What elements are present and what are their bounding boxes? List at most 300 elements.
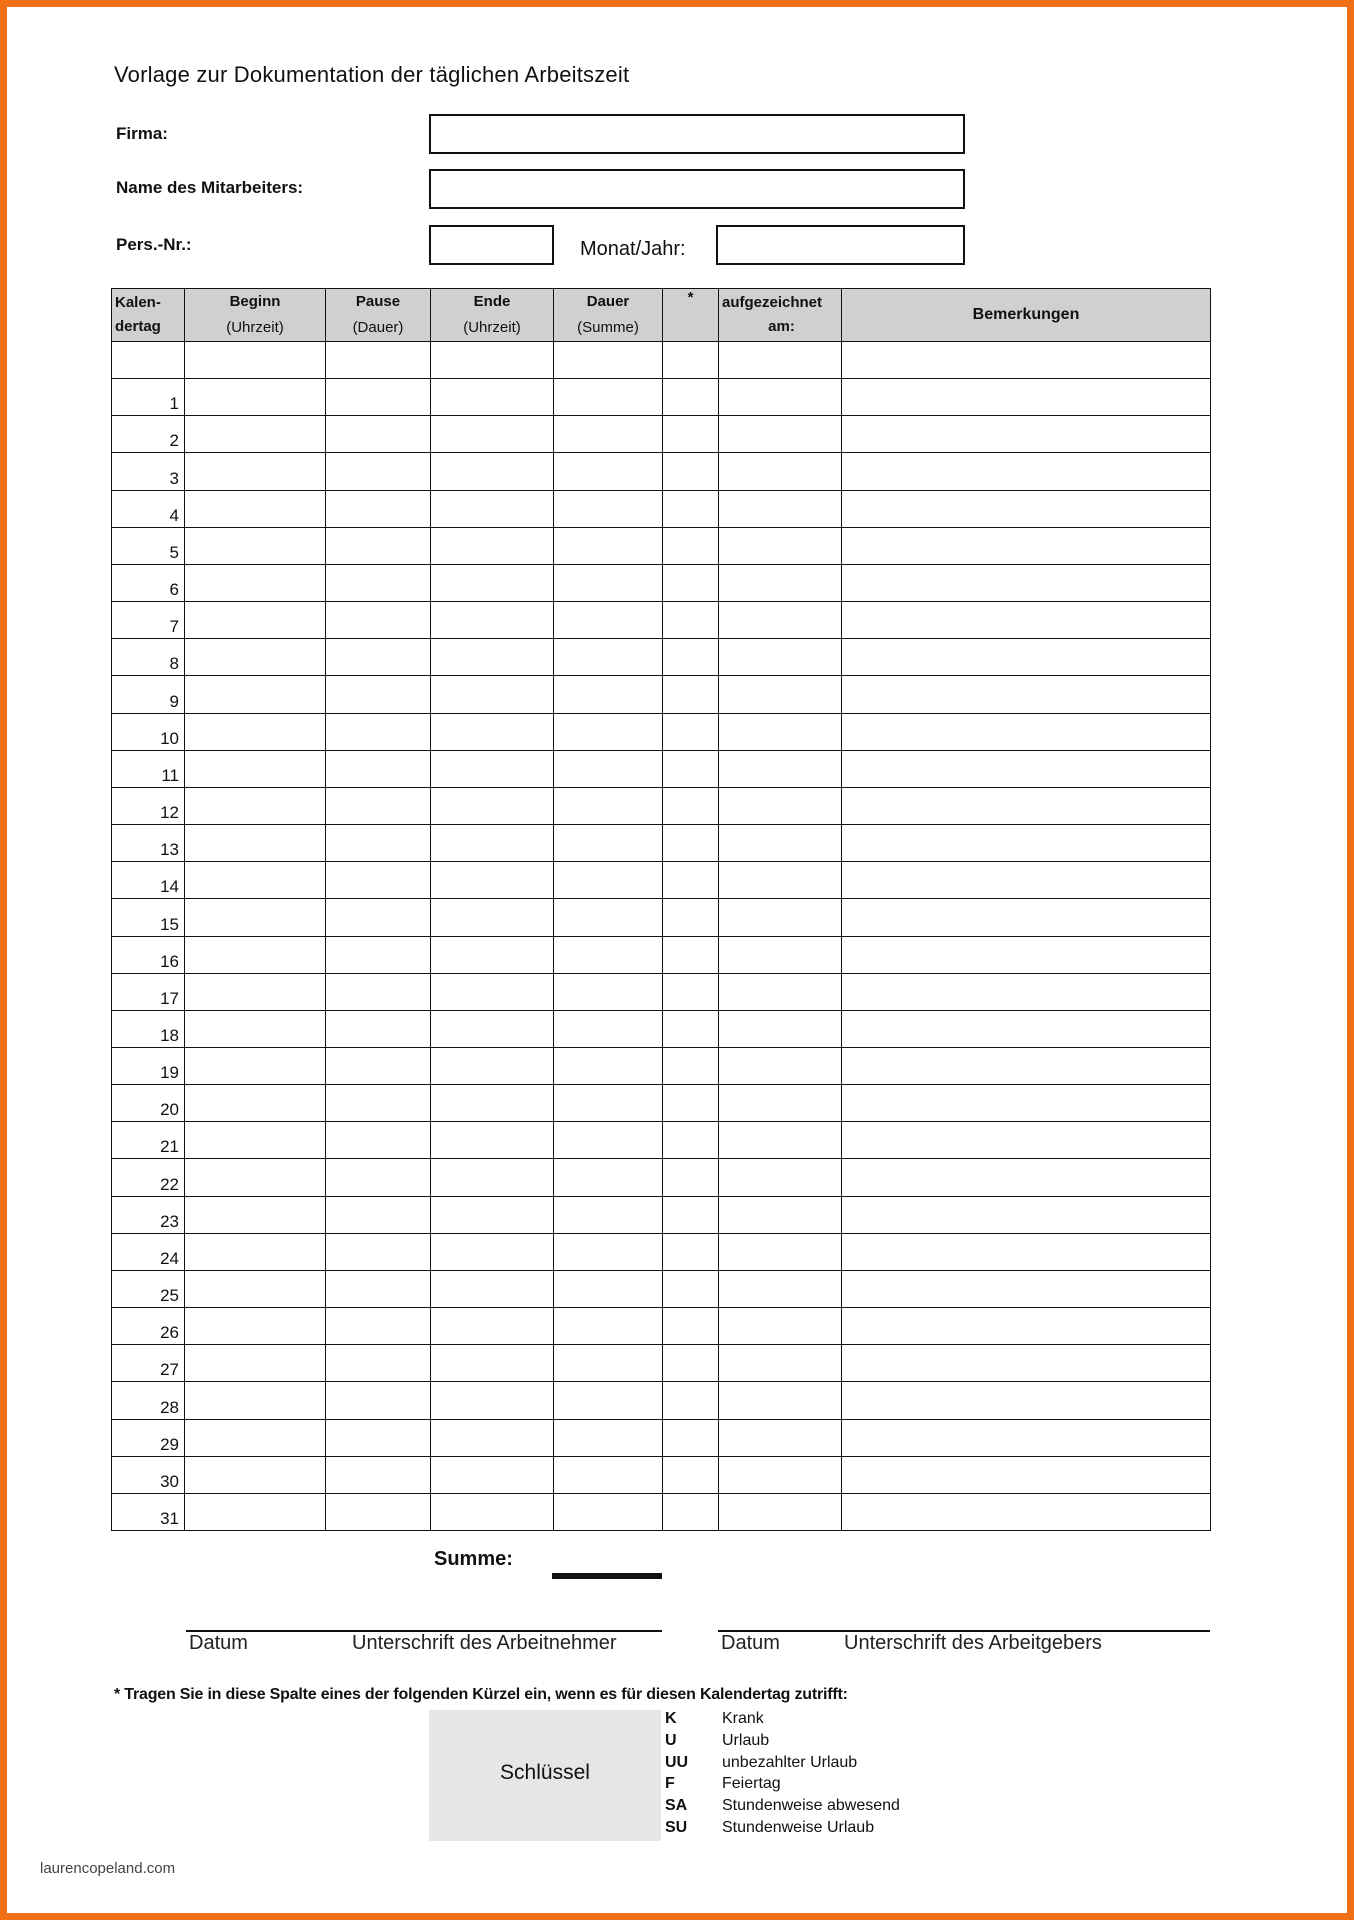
entry-cell[interactable] bbox=[185, 416, 326, 453]
day-cell: 2 bbox=[112, 416, 185, 453]
entry-cell[interactable] bbox=[326, 379, 431, 416]
entry-cell[interactable] bbox=[326, 416, 431, 453]
entry-cell[interactable] bbox=[719, 676, 842, 713]
entry-cell[interactable] bbox=[185, 899, 326, 936]
entry-cell[interactable] bbox=[663, 564, 719, 601]
entry-cell[interactable] bbox=[326, 1047, 431, 1084]
entry-cell[interactable] bbox=[326, 564, 431, 601]
entry-cell[interactable] bbox=[326, 1122, 431, 1159]
day-cell: 16 bbox=[112, 936, 185, 973]
entry-cell[interactable] bbox=[842, 862, 1211, 899]
table-row bbox=[112, 1010, 1211, 1047]
table-row bbox=[112, 787, 1211, 824]
entry-cell[interactable] bbox=[326, 639, 431, 676]
entry-cell[interactable] bbox=[431, 639, 554, 676]
entry-cell[interactable] bbox=[842, 1196, 1211, 1233]
entry-cell[interactable] bbox=[185, 1047, 326, 1084]
day-cell: 19 bbox=[112, 1047, 185, 1084]
entry-cell[interactable] bbox=[719, 899, 842, 936]
day-cell: 26 bbox=[112, 1308, 185, 1345]
entry-cell[interactable] bbox=[663, 453, 719, 490]
entry-cell[interactable] bbox=[431, 1122, 554, 1159]
entry-cell[interactable] bbox=[431, 750, 554, 787]
entry-cell[interactable] bbox=[554, 899, 663, 936]
firma-field[interactable] bbox=[429, 114, 965, 154]
entry-cell[interactable] bbox=[326, 1010, 431, 1047]
entry-cell[interactable] bbox=[554, 1419, 663, 1456]
legend-label: Krank bbox=[722, 1710, 764, 1727]
legend-item bbox=[665, 1752, 900, 1774]
entry-cell[interactable] bbox=[431, 787, 554, 824]
entry-cell[interactable] bbox=[431, 825, 554, 862]
entry-cell[interactable] bbox=[326, 862, 431, 899]
entry-cell[interactable] bbox=[554, 527, 663, 564]
month-year-label: Monat/Jahr: bbox=[580, 238, 686, 260]
entry-cell[interactable] bbox=[554, 602, 663, 639]
entry-cell[interactable] bbox=[842, 453, 1211, 490]
pers-nr-field[interactable] bbox=[429, 225, 554, 265]
entry-cell[interactable] bbox=[431, 379, 554, 416]
entry-cell[interactable] bbox=[842, 416, 1211, 453]
entry-cell[interactable] bbox=[185, 936, 326, 973]
entry-cell[interactable] bbox=[431, 1196, 554, 1233]
entry-cell[interactable] bbox=[185, 1345, 326, 1382]
entry-cell[interactable] bbox=[842, 1047, 1211, 1084]
entry-cell[interactable] bbox=[431, 862, 554, 899]
entry-cell[interactable] bbox=[719, 1196, 842, 1233]
entry-cell[interactable] bbox=[663, 1308, 719, 1345]
entry-cell[interactable] bbox=[719, 1456, 842, 1493]
entry-cell[interactable] bbox=[185, 1085, 326, 1122]
entry-cell[interactable] bbox=[663, 1493, 719, 1530]
entry-cell[interactable] bbox=[554, 1010, 663, 1047]
entry-cell[interactable] bbox=[554, 787, 663, 824]
entry-cell[interactable] bbox=[554, 1047, 663, 1084]
entry-cell[interactable] bbox=[554, 1493, 663, 1530]
entry-cell[interactable] bbox=[185, 1493, 326, 1530]
entry-cell[interactable] bbox=[554, 825, 663, 862]
day-cell: 30 bbox=[112, 1456, 185, 1493]
entry-cell[interactable] bbox=[842, 1419, 1211, 1456]
entry-cell[interactable] bbox=[663, 750, 719, 787]
entry-cell[interactable] bbox=[663, 639, 719, 676]
table-row bbox=[112, 342, 1211, 379]
entry-cell[interactable] bbox=[663, 973, 719, 1010]
employer-signature-label: Unterschrift des Arbeitgebers bbox=[844, 1632, 1102, 1654]
entry-cell[interactable] bbox=[185, 639, 326, 676]
day-cell: 20 bbox=[112, 1085, 185, 1122]
entry-cell[interactable] bbox=[185, 787, 326, 824]
entry-cell[interactable] bbox=[663, 1419, 719, 1456]
day-cell: 12 bbox=[112, 787, 185, 824]
entry-cell[interactable] bbox=[185, 490, 326, 527]
employee-name-field[interactable] bbox=[429, 169, 965, 209]
entry-cell[interactable] bbox=[326, 787, 431, 824]
entry-cell[interactable] bbox=[185, 1233, 326, 1270]
employee-date-label: Datum bbox=[189, 1632, 248, 1654]
table-row bbox=[112, 1382, 1211, 1419]
entry-cell[interactable] bbox=[719, 1233, 842, 1270]
entry-cell[interactable] bbox=[185, 862, 326, 899]
entry-cell[interactable] bbox=[431, 1456, 554, 1493]
entry-cell[interactable] bbox=[431, 1382, 554, 1419]
entry-cell[interactable] bbox=[326, 1456, 431, 1493]
entry-cell[interactable] bbox=[719, 973, 842, 1010]
entry-cell[interactable] bbox=[554, 379, 663, 416]
entry-cell[interactable] bbox=[663, 1233, 719, 1270]
entry-cell[interactable] bbox=[719, 490, 842, 527]
table-row bbox=[112, 416, 1211, 453]
col-kalendertag bbox=[112, 289, 185, 342]
entry-cell[interactable] bbox=[719, 639, 842, 676]
entry-cell[interactable] bbox=[185, 1196, 326, 1233]
entry-cell[interactable] bbox=[554, 973, 663, 1010]
entry-cell[interactable] bbox=[554, 453, 663, 490]
entry-cell[interactable] bbox=[719, 453, 842, 490]
entry-cell[interactable] bbox=[326, 750, 431, 787]
month-year-field[interactable] bbox=[716, 225, 965, 265]
entry-cell[interactable] bbox=[842, 639, 1211, 676]
entry-cell[interactable] bbox=[431, 342, 554, 379]
entry-cell[interactable] bbox=[663, 1159, 719, 1196]
entry-cell[interactable] bbox=[842, 899, 1211, 936]
entry-cell[interactable] bbox=[185, 1456, 326, 1493]
entry-cell[interactable] bbox=[554, 1233, 663, 1270]
entry-cell[interactable] bbox=[326, 527, 431, 564]
day-cell: 14 bbox=[112, 862, 185, 899]
table-header-row bbox=[112, 289, 1211, 342]
document-title: Vorlage zur Dokumentation der täglichen Arbeitszeit bbox=[114, 62, 630, 87]
entry-cell[interactable] bbox=[842, 1456, 1211, 1493]
entry-cell[interactable] bbox=[431, 1047, 554, 1084]
entry-cell[interactable] bbox=[431, 1010, 554, 1047]
table-row bbox=[112, 490, 1211, 527]
day-cell: 18 bbox=[112, 1010, 185, 1047]
legend-item bbox=[665, 1817, 900, 1839]
entry-cell[interactable] bbox=[719, 1419, 842, 1456]
entry-cell[interactable] bbox=[842, 342, 1211, 379]
entry-cell[interactable] bbox=[719, 379, 842, 416]
entry-cell[interactable] bbox=[326, 899, 431, 936]
entry-cell[interactable] bbox=[719, 825, 842, 862]
pers-nr-label: Pers.-Nr.: bbox=[116, 235, 192, 254]
entry-cell[interactable] bbox=[554, 1159, 663, 1196]
entry-cell[interactable] bbox=[663, 1122, 719, 1159]
entry-cell[interactable] bbox=[185, 527, 326, 564]
col-aufgezeichnet-line2: am: bbox=[768, 318, 795, 335]
day-cell: 1 bbox=[112, 379, 185, 416]
summe-line bbox=[552, 1573, 662, 1579]
day-cell: 31 bbox=[112, 1493, 185, 1530]
entry-cell[interactable] bbox=[719, 602, 842, 639]
entry-cell[interactable] bbox=[554, 490, 663, 527]
entry-cell[interactable] bbox=[719, 713, 842, 750]
day-cell: 9 bbox=[112, 676, 185, 713]
col-ende bbox=[431, 289, 554, 342]
entry-cell[interactable] bbox=[554, 936, 663, 973]
entry-cell[interactable] bbox=[431, 713, 554, 750]
entry-cell[interactable] bbox=[663, 862, 719, 899]
entry-cell[interactable] bbox=[326, 1233, 431, 1270]
entry-cell[interactable] bbox=[719, 1308, 842, 1345]
entry-cell[interactable] bbox=[431, 1233, 554, 1270]
entry-cell[interactable] bbox=[842, 1308, 1211, 1345]
entry-cell[interactable] bbox=[663, 825, 719, 862]
entry-cell[interactable] bbox=[554, 750, 663, 787]
entry-cell[interactable] bbox=[431, 564, 554, 601]
entry-cell[interactable] bbox=[431, 973, 554, 1010]
entry-cell[interactable] bbox=[842, 602, 1211, 639]
entry-cell[interactable] bbox=[842, 490, 1211, 527]
entry-cell[interactable] bbox=[842, 1010, 1211, 1047]
entry-cell[interactable] bbox=[185, 379, 326, 416]
entry-cell[interactable] bbox=[431, 490, 554, 527]
entry-cell[interactable] bbox=[842, 1159, 1211, 1196]
entry-cell[interactable] bbox=[842, 676, 1211, 713]
entry-cell[interactable] bbox=[719, 750, 842, 787]
legend-label: Feiertag bbox=[722, 1775, 781, 1793]
entry-cell[interactable] bbox=[185, 602, 326, 639]
entry-cell[interactable] bbox=[663, 602, 719, 639]
summe-label: Summe: bbox=[434, 1548, 513, 1570]
entry-cell[interactable] bbox=[842, 973, 1211, 1010]
entry-cell[interactable] bbox=[326, 602, 431, 639]
entry-cell[interactable] bbox=[663, 379, 719, 416]
entry-cell[interactable] bbox=[185, 973, 326, 1010]
legend-code: SA bbox=[665, 1797, 688, 1815]
legend-code: SU bbox=[665, 1818, 688, 1836]
table-row bbox=[112, 676, 1211, 713]
entry-cell[interactable] bbox=[842, 564, 1211, 601]
entry-cell[interactable] bbox=[326, 713, 431, 750]
entry-cell[interactable] bbox=[842, 787, 1211, 824]
table-row bbox=[112, 379, 1211, 416]
entry-cell[interactable] bbox=[663, 1270, 719, 1307]
entry-cell[interactable] bbox=[719, 1382, 842, 1419]
entry-cell[interactable] bbox=[326, 342, 431, 379]
entry-cell[interactable] bbox=[719, 1122, 842, 1159]
col-ende-line2: (Uhrzeit) bbox=[463, 319, 521, 336]
entry-cell[interactable] bbox=[554, 564, 663, 601]
entry-cell[interactable] bbox=[185, 825, 326, 862]
table-row bbox=[112, 527, 1211, 564]
entry-cell[interactable] bbox=[326, 490, 431, 527]
entry-cell[interactable] bbox=[719, 527, 842, 564]
entry-cell[interactable] bbox=[842, 750, 1211, 787]
entry-cell[interactable] bbox=[719, 1493, 842, 1530]
table-row bbox=[112, 973, 1211, 1010]
entry-cell[interactable] bbox=[719, 564, 842, 601]
entry-cell[interactable] bbox=[326, 1308, 431, 1345]
entry-cell[interactable] bbox=[185, 713, 326, 750]
entry-cell[interactable] bbox=[663, 713, 719, 750]
day-cell: 27 bbox=[112, 1345, 185, 1382]
col-beginn bbox=[185, 289, 326, 342]
entry-cell[interactable] bbox=[326, 936, 431, 973]
entry-cell[interactable] bbox=[663, 787, 719, 824]
table-row bbox=[112, 1047, 1211, 1084]
entry-cell[interactable] bbox=[431, 1085, 554, 1122]
day-cell: 29 bbox=[112, 1419, 185, 1456]
entry-cell[interactable] bbox=[554, 1122, 663, 1159]
entry-cell[interactable] bbox=[663, 899, 719, 936]
day-cell: 23 bbox=[112, 1196, 185, 1233]
employee-name-label: Name des Mitarbeiters: bbox=[116, 178, 304, 197]
entry-cell[interactable] bbox=[842, 527, 1211, 564]
entry-cell[interactable] bbox=[326, 1419, 431, 1456]
entry-cell[interactable] bbox=[185, 342, 326, 379]
entry-cell[interactable] bbox=[431, 1308, 554, 1345]
entry-cell[interactable] bbox=[719, 787, 842, 824]
day-cell: 8 bbox=[112, 639, 185, 676]
entry-cell[interactable] bbox=[326, 1196, 431, 1233]
entry-cell[interactable] bbox=[719, 862, 842, 899]
entry-cell[interactable] bbox=[719, 1010, 842, 1047]
col-pause-line2: (Dauer) bbox=[352, 319, 404, 336]
entry-cell[interactable] bbox=[719, 1270, 842, 1307]
table-row bbox=[112, 899, 1211, 936]
entry-cell[interactable] bbox=[554, 1308, 663, 1345]
entry-cell[interactable] bbox=[431, 453, 554, 490]
entry-cell[interactable] bbox=[185, 1159, 326, 1196]
entry-cell[interactable] bbox=[842, 1493, 1211, 1530]
entry-cell[interactable] bbox=[663, 676, 719, 713]
table-row bbox=[112, 1270, 1211, 1307]
entry-cell[interactable] bbox=[663, 527, 719, 564]
day-cell bbox=[112, 342, 185, 379]
entry-cell[interactable] bbox=[842, 1233, 1211, 1270]
entry-cell[interactable] bbox=[326, 1382, 431, 1419]
table-row bbox=[112, 1196, 1211, 1233]
entry-cell[interactable] bbox=[842, 1122, 1211, 1159]
table-row bbox=[112, 750, 1211, 787]
entry-cell[interactable] bbox=[431, 1345, 554, 1382]
entry-cell[interactable] bbox=[663, 1196, 719, 1233]
entry-cell[interactable] bbox=[431, 1419, 554, 1456]
time-table bbox=[111, 288, 1211, 1531]
employer-date-label: Datum bbox=[721, 1632, 780, 1654]
entry-cell[interactable] bbox=[326, 1270, 431, 1307]
entry-cell[interactable] bbox=[554, 1345, 663, 1382]
entry-cell[interactable] bbox=[326, 825, 431, 862]
entry-cell[interactable] bbox=[431, 602, 554, 639]
entry-cell[interactable] bbox=[842, 1085, 1211, 1122]
entry-cell[interactable] bbox=[842, 825, 1211, 862]
table-row bbox=[112, 453, 1211, 490]
entry-cell[interactable] bbox=[326, 676, 431, 713]
col-beginn-line1: Beginn bbox=[229, 293, 281, 310]
entry-cell[interactable] bbox=[554, 1196, 663, 1233]
col-aufgezeichnet bbox=[719, 289, 842, 342]
entry-cell[interactable] bbox=[842, 379, 1211, 416]
entry-cell[interactable] bbox=[554, 1382, 663, 1419]
entry-cell[interactable] bbox=[326, 973, 431, 1010]
entry-cell[interactable] bbox=[326, 1493, 431, 1530]
entry-cell[interactable] bbox=[719, 936, 842, 973]
entry-cell[interactable] bbox=[431, 416, 554, 453]
entry-cell[interactable] bbox=[842, 1270, 1211, 1307]
entry-cell[interactable] bbox=[554, 713, 663, 750]
entry-cell[interactable] bbox=[185, 453, 326, 490]
entry-cell[interactable] bbox=[663, 490, 719, 527]
entry-cell[interactable] bbox=[326, 1085, 431, 1122]
entry-cell[interactable] bbox=[554, 862, 663, 899]
entry-cell[interactable] bbox=[326, 1345, 431, 1382]
entry-cell[interactable] bbox=[431, 676, 554, 713]
table-row bbox=[112, 825, 1211, 862]
entry-cell[interactable] bbox=[554, 639, 663, 676]
entry-cell[interactable] bbox=[554, 1270, 663, 1307]
entry-cell[interactable] bbox=[554, 1085, 663, 1122]
entry-cell[interactable] bbox=[719, 1159, 842, 1196]
entry-cell[interactable] bbox=[554, 342, 663, 379]
entry-cell[interactable] bbox=[431, 527, 554, 564]
entry-cell[interactable] bbox=[663, 1456, 719, 1493]
entry-cell[interactable] bbox=[185, 750, 326, 787]
entry-cell[interactable] bbox=[185, 1270, 326, 1307]
col-kalendertag-line1: Kalen- bbox=[115, 294, 161, 311]
col-star: * bbox=[663, 289, 719, 342]
entry-cell[interactable] bbox=[326, 1159, 431, 1196]
entry-cell[interactable] bbox=[431, 1159, 554, 1196]
entry-cell[interactable] bbox=[554, 1456, 663, 1493]
entry-cell[interactable] bbox=[554, 676, 663, 713]
entry-cell[interactable] bbox=[326, 453, 431, 490]
legend-item bbox=[665, 1708, 900, 1730]
entry-cell[interactable] bbox=[185, 1419, 326, 1456]
col-dauer-line2: (Summe) bbox=[577, 319, 639, 336]
entry-cell[interactable] bbox=[842, 1382, 1211, 1419]
entry-cell[interactable] bbox=[663, 342, 719, 379]
entry-cell[interactable] bbox=[431, 899, 554, 936]
entry-cell[interactable] bbox=[719, 1047, 842, 1084]
entry-cell[interactable] bbox=[719, 416, 842, 453]
entry-cell[interactable] bbox=[185, 1308, 326, 1345]
entry-cell[interactable] bbox=[185, 1122, 326, 1159]
entry-cell[interactable] bbox=[185, 564, 326, 601]
footnote: * Tragen Sie in diese Spalte eines der folgenden Kürzel ein, wenn es für diesen Kalendertag zutrifft: bbox=[114, 1686, 848, 1703]
entry-cell[interactable] bbox=[663, 1382, 719, 1419]
entry-cell[interactable] bbox=[842, 713, 1211, 750]
table-row bbox=[112, 1456, 1211, 1493]
entry-cell[interactable] bbox=[431, 1270, 554, 1307]
employee-signature-label: Unterschrift des Arbeitnehmer bbox=[352, 1632, 617, 1654]
entry-cell[interactable] bbox=[663, 1010, 719, 1047]
entry-cell[interactable] bbox=[431, 936, 554, 973]
day-cell: 11 bbox=[112, 750, 185, 787]
entry-cell[interactable] bbox=[719, 1345, 842, 1382]
entry-cell[interactable] bbox=[431, 1493, 554, 1530]
entry-cell[interactable] bbox=[719, 1085, 842, 1122]
entry-cell[interactable] bbox=[185, 1010, 326, 1047]
entry-cell[interactable] bbox=[554, 416, 663, 453]
legend-label: Urlaub bbox=[722, 1731, 770, 1749]
entry-cell[interactable] bbox=[663, 1047, 719, 1084]
entry-cell[interactable] bbox=[842, 936, 1211, 973]
entry-cell[interactable] bbox=[185, 676, 326, 713]
table-row bbox=[112, 1159, 1211, 1196]
entry-cell[interactable] bbox=[663, 1085, 719, 1122]
entry-cell[interactable] bbox=[719, 342, 842, 379]
entry-cell[interactable] bbox=[842, 1345, 1211, 1382]
entry-cell[interactable] bbox=[663, 936, 719, 973]
entry-cell[interactable] bbox=[185, 1382, 326, 1419]
day-cell: 4 bbox=[112, 490, 185, 527]
entry-cell[interactable] bbox=[663, 1345, 719, 1382]
firma-label: Firma: bbox=[116, 124, 168, 143]
entry-cell[interactable] bbox=[663, 416, 719, 453]
table-row bbox=[112, 639, 1211, 676]
